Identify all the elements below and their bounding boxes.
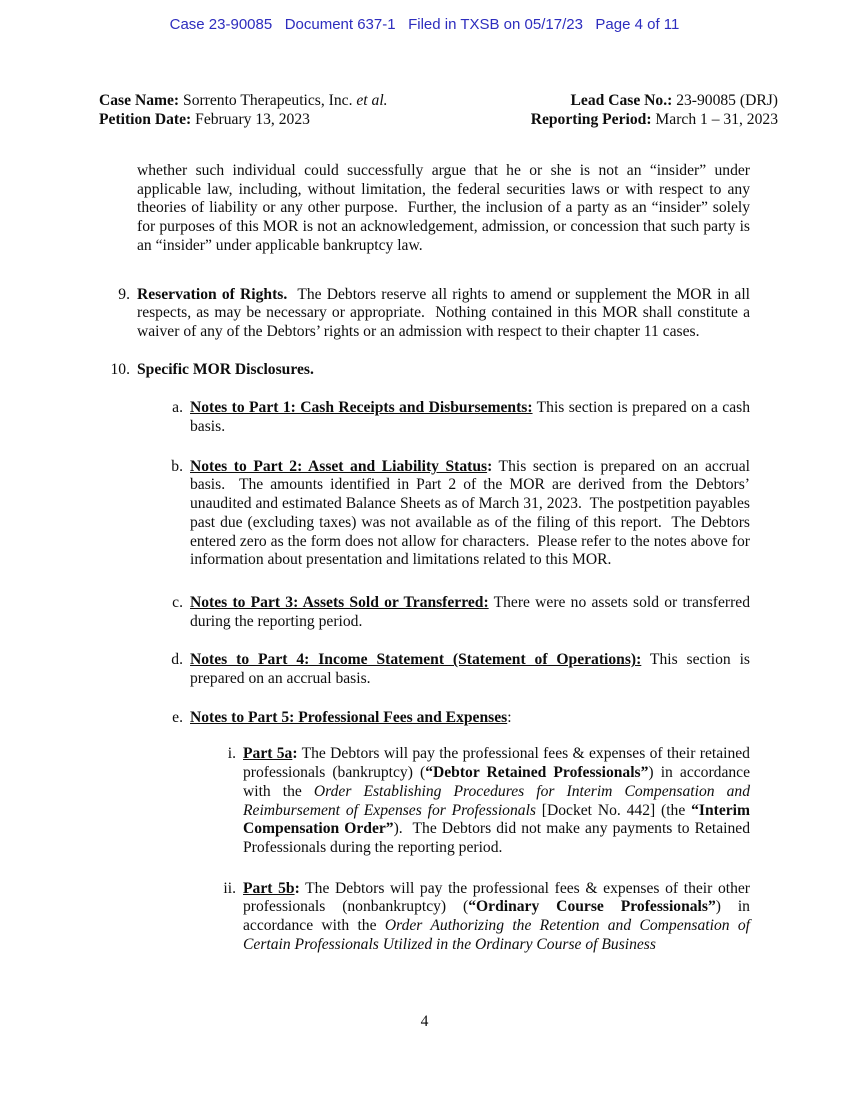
reporting-period-line: Reporting Period: March 1 – 31, 2023 — [530, 111, 778, 128]
notes-part-3-paragraph: Notes to Part 3: Assets Sold or Transferred: There were no assets sold or transferred during the reporting period. — [190, 593, 754, 630]
notes-part-4-paragraph: Notes to Part 4: Income Statement (Statement of Operations): This section is prepared on an accrual basis. — [190, 651, 754, 688]
notes-part-1-paragraph: Notes to Part 1: Cash Receipts and Disbursements: This section is prepared on a cash basis. — [190, 399, 754, 436]
case-info-right-column — [531, 91, 778, 129]
list-item-ii — [223, 879, 754, 955]
case-name-line: Case Name: Sorrento Therapeutics, Inc. et al. — [99, 92, 388, 109]
list-item-a — [172, 399, 754, 436]
page-number: 4 — [420, 1013, 429, 1030]
specific-mor-disclosures-heading: Specific MOR Disclosures. — [137, 360, 314, 378]
list-item-9 — [118, 285, 754, 342]
notes-part-5-heading: Notes to Part 5: Professional Fees and Expenses: — [190, 708, 512, 726]
list-item-10 — [110, 360, 750, 380]
court-filing-stamp: Case 23-90085 Document 637-1 Filed in TXSB on 05/17/23 Page 4 of 11 — [169, 16, 680, 33]
list-number-10: 10. — [110, 360, 130, 378]
case-info-left-column — [99, 91, 388, 129]
list-letter-e: e. — [172, 708, 183, 726]
list-letter-d: d. — [171, 651, 183, 669]
list-item-b — [171, 457, 754, 570]
insider-continuation-paragraph: whether such individual could successfully argue that he or she is not an “insider” under applicable law, including, without limitation, the federal securities laws or with respect to any theories of liability or any other purpose. Further, the inclusion of a party as an “insider” solely for purposes of this MOR is not an acknowledgement, admission, or concession that such party is an “insider” under applicable bankruptcy law. — [137, 162, 754, 254]
reservation-of-rights-paragraph: Reservation of Rights. The Debtors reserve all rights to amend or supplement the MOR in all respects, as may be necessary or appropriate. Nothing contained in this MOR shall constitute a waiver of any of the Debtors’ rights or an admission with respect to their chapter 11 cases. — [137, 285, 754, 340]
list-item-i — [227, 745, 754, 857]
case-info-header — [99, 91, 778, 129]
list-letter-a: a. — [172, 399, 183, 417]
list-number-9: 9. — [118, 285, 130, 303]
lead-case-no-line: Lead Case No.: 23-90085 (DRJ) — [570, 92, 778, 109]
list-item-c — [172, 593, 754, 631]
list-item-e — [172, 708, 750, 728]
part-5a-paragraph: Part 5a: The Debtors will pay the professional fees & expenses of their retained professionals (bankruptcy) (“Debtor Retained Professionals”) in accordance with the Order Establishing Procedures for Interim Compensation and Reimbursement of Expenses for Professionals [Docket No. 442] (the “Interim Compensation Order”). The Debtors did not make any payments to Retained Professionals during the reporting period. — [243, 745, 754, 856]
part-5b-paragraph: Part 5b: The Debtors will pay the professional fees & expenses of their other professionals (nonbankruptcy) (“Ordinary Course Professionals”) in accordance with the Order Authorizing the Retention and Compensation of Certain Professionals Utilized in the Ordinary Course of Business — [243, 879, 754, 953]
notes-part-2-paragraph: Notes to Part 2: Asset and Liability Status: This section is prepared on an accrual basis. The amounts identified in Part 2 of the MOR are derived from the Debtors’ unaudited and estimated Balance Sheets as of March 31, 2023. The postpetition payables past due (excluding taxes) was not available as of the filing of this report. The Debtors entered zero as the form does not allow for characters. Please refer to the notes above for information about presentation and limitations related to this MOR. — [190, 457, 754, 569]
petition-date-line: Petition Date: February 13, 2023 — [99, 111, 310, 128]
list-roman-i: i. — [227, 745, 236, 763]
document-body — [110, 162, 754, 955]
list-letter-b: b. — [171, 457, 183, 475]
list-roman-ii: ii. — [223, 879, 236, 897]
list-item-d — [171, 651, 754, 688]
list-letter-c: c. — [172, 593, 183, 611]
